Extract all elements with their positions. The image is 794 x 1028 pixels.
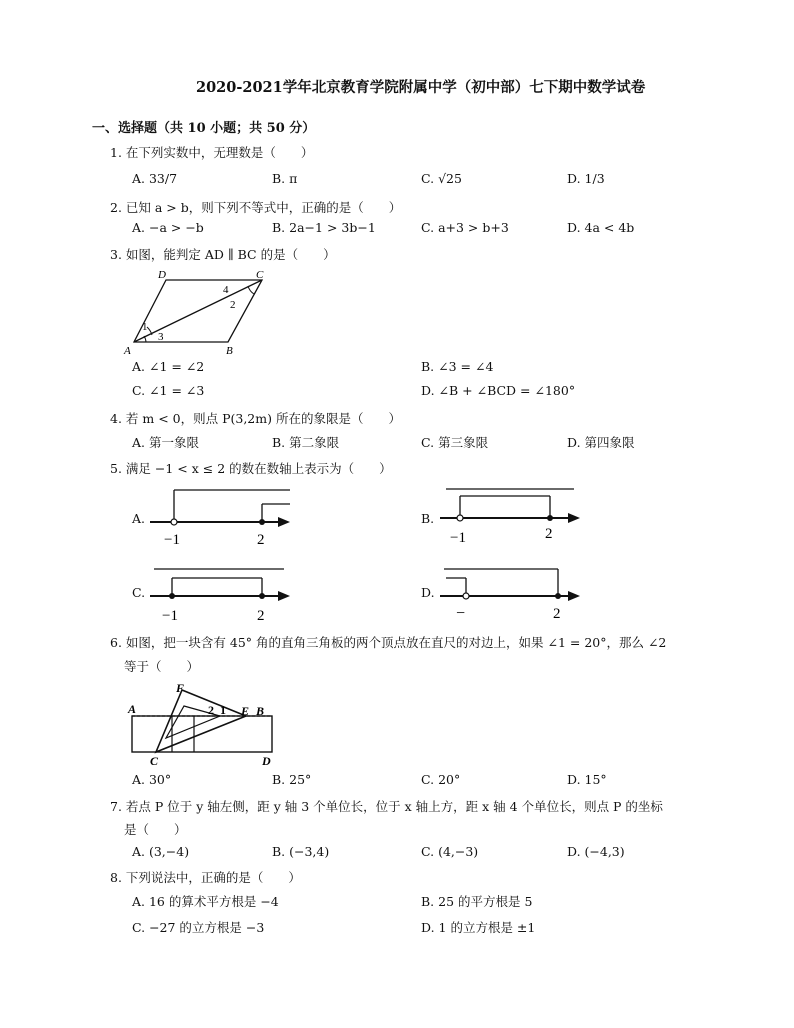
q6-option-b: B. 25°: [272, 772, 312, 787]
number-line-d: [440, 560, 590, 626]
q4-option-c: C. 第三象限: [421, 435, 489, 450]
ruler-triangle-figure: [124, 680, 284, 772]
q1-option-c: C. √25: [421, 171, 462, 186]
label-b6: B: [256, 704, 265, 718]
label-d6: D: [262, 754, 271, 768]
section-heading: 一、选择题（共 10 小题；共 50 分）: [92, 121, 316, 136]
angle-2-label-6: 2: [208, 703, 214, 717]
number-line-a: [150, 482, 300, 550]
q6-option-c: C. 20°: [421, 772, 461, 787]
angle-1-label-6: 1: [220, 703, 226, 717]
q1-option-a: A. 33/7: [132, 171, 178, 186]
q3-option-b: B. ∠3 = ∠4: [421, 359, 494, 374]
q5-option-a: A.: [132, 511, 146, 526]
q7-option-c: C. (4,−3): [421, 844, 479, 859]
q4-option-d: D. 第四象限: [567, 435, 635, 450]
question-7-stem-line2: 是（ ）: [124, 822, 187, 837]
angle-2-label: 2: [230, 299, 236, 311]
number-line-b: [440, 482, 590, 550]
axis-a-minus1: −1: [164, 532, 180, 548]
q2-option-b: B. 2a−1 > 3b−1: [272, 220, 376, 235]
label-a: A: [124, 345, 131, 357]
q3-option-c: C. ∠1 = ∠3: [132, 383, 205, 398]
axis-c-minus1: −1: [162, 608, 178, 624]
angle-3-label: 3: [158, 331, 164, 343]
number-line-c: [150, 560, 300, 626]
q6-option-d: D. 15°: [567, 772, 607, 787]
label-e: E: [241, 704, 250, 718]
label-f: F: [176, 681, 185, 695]
q2-option-d: D. 4a < 4b: [567, 220, 635, 235]
q8-option-c: C. −27 的立方根是 −3: [132, 920, 265, 935]
axis-c-2: 2: [257, 608, 265, 624]
q2-option-a: A. −a > −b: [132, 220, 204, 235]
q8-option-d: D. 1 的立方根是 ±1: [421, 920, 536, 935]
parallelogram-figure: [120, 266, 280, 358]
label-c6: C: [150, 754, 159, 768]
q3-option-a: A. ∠1 = ∠2: [132, 359, 205, 374]
axis-d-2: 2: [553, 606, 561, 622]
label-b: B: [226, 345, 233, 357]
question-6-stem-line2: 等于（ ）: [124, 659, 200, 674]
question-2-stem: 2. 已知 a > b，则下列不等式中，正确的是（ ）: [110, 200, 402, 215]
angle-1-label: 1: [142, 321, 148, 333]
axis-b-2: 2: [545, 526, 553, 542]
angle-4-label: 4: [223, 284, 229, 296]
q8-option-a: A. 16 的算术平方根是 −4: [132, 894, 279, 909]
q7-option-a: A. (3,−4): [132, 844, 190, 859]
q7-option-b: B. (−3,4): [272, 844, 330, 859]
label-c: C: [256, 269, 264, 281]
q6-option-a: A. 30°: [132, 772, 172, 787]
q5-option-b: B.: [421, 511, 435, 526]
q4-option-a: A. 第一象限: [132, 435, 199, 450]
q5-option-d: D.: [421, 585, 435, 600]
question-6-stem-line1: 6. 如图，把一块含有 45° 角的直角三角板的两个顶点放在直尺的对边上，如果 ∠1 = 20°，那么 ∠2: [110, 635, 667, 650]
label-d: D: [158, 269, 166, 281]
q7-option-d: D. (−4,3): [567, 844, 625, 859]
question-4-stem: 4. 若 m < 0，则点 P(3,2m) 所在的象限是（ ）: [110, 411, 401, 426]
q4-option-b: B. 第二象限: [272, 435, 340, 450]
question-5-stem: 5. 满足 −1 < x ≤ 2 的数在数轴上表示为（ ）: [110, 461, 392, 476]
label-a6: A: [128, 702, 137, 716]
q3-option-d: D. ∠B + ∠BCD = ∠180°: [421, 383, 576, 398]
axis-a-2: 2: [257, 532, 265, 548]
q5-option-c: C.: [132, 585, 146, 600]
q1-option-b: B. π: [272, 171, 298, 186]
question-7-stem-line1: 7. 若点 P 位于 y 轴左侧，距 y 轴 3 个单位长，位于 x 轴上方，距 x 轴 4 个单位长，则点 P 的坐标: [110, 799, 663, 814]
q8-option-b: B. 25 的平方根是 5: [421, 894, 533, 909]
q2-option-c: C. a+3 > b+3: [421, 220, 509, 235]
question-3-stem: 3. 如图，能判定 AD ∥ BC 的是（ ）: [110, 247, 336, 262]
axis-b-minus1: −1: [450, 530, 466, 546]
q1-option-d: D. 1/3: [567, 171, 605, 186]
question-8-stem: 8. 下列说法中，正确的是（ ）: [110, 870, 301, 885]
question-1-stem: 1. 在下列实数中，无理数是（ ）: [110, 145, 314, 160]
page-title: 2020-2021学年北京教育学院附属中学（初中部）七下期中数学试卷: [196, 79, 646, 96]
axis-d-minus: −: [456, 605, 466, 622]
